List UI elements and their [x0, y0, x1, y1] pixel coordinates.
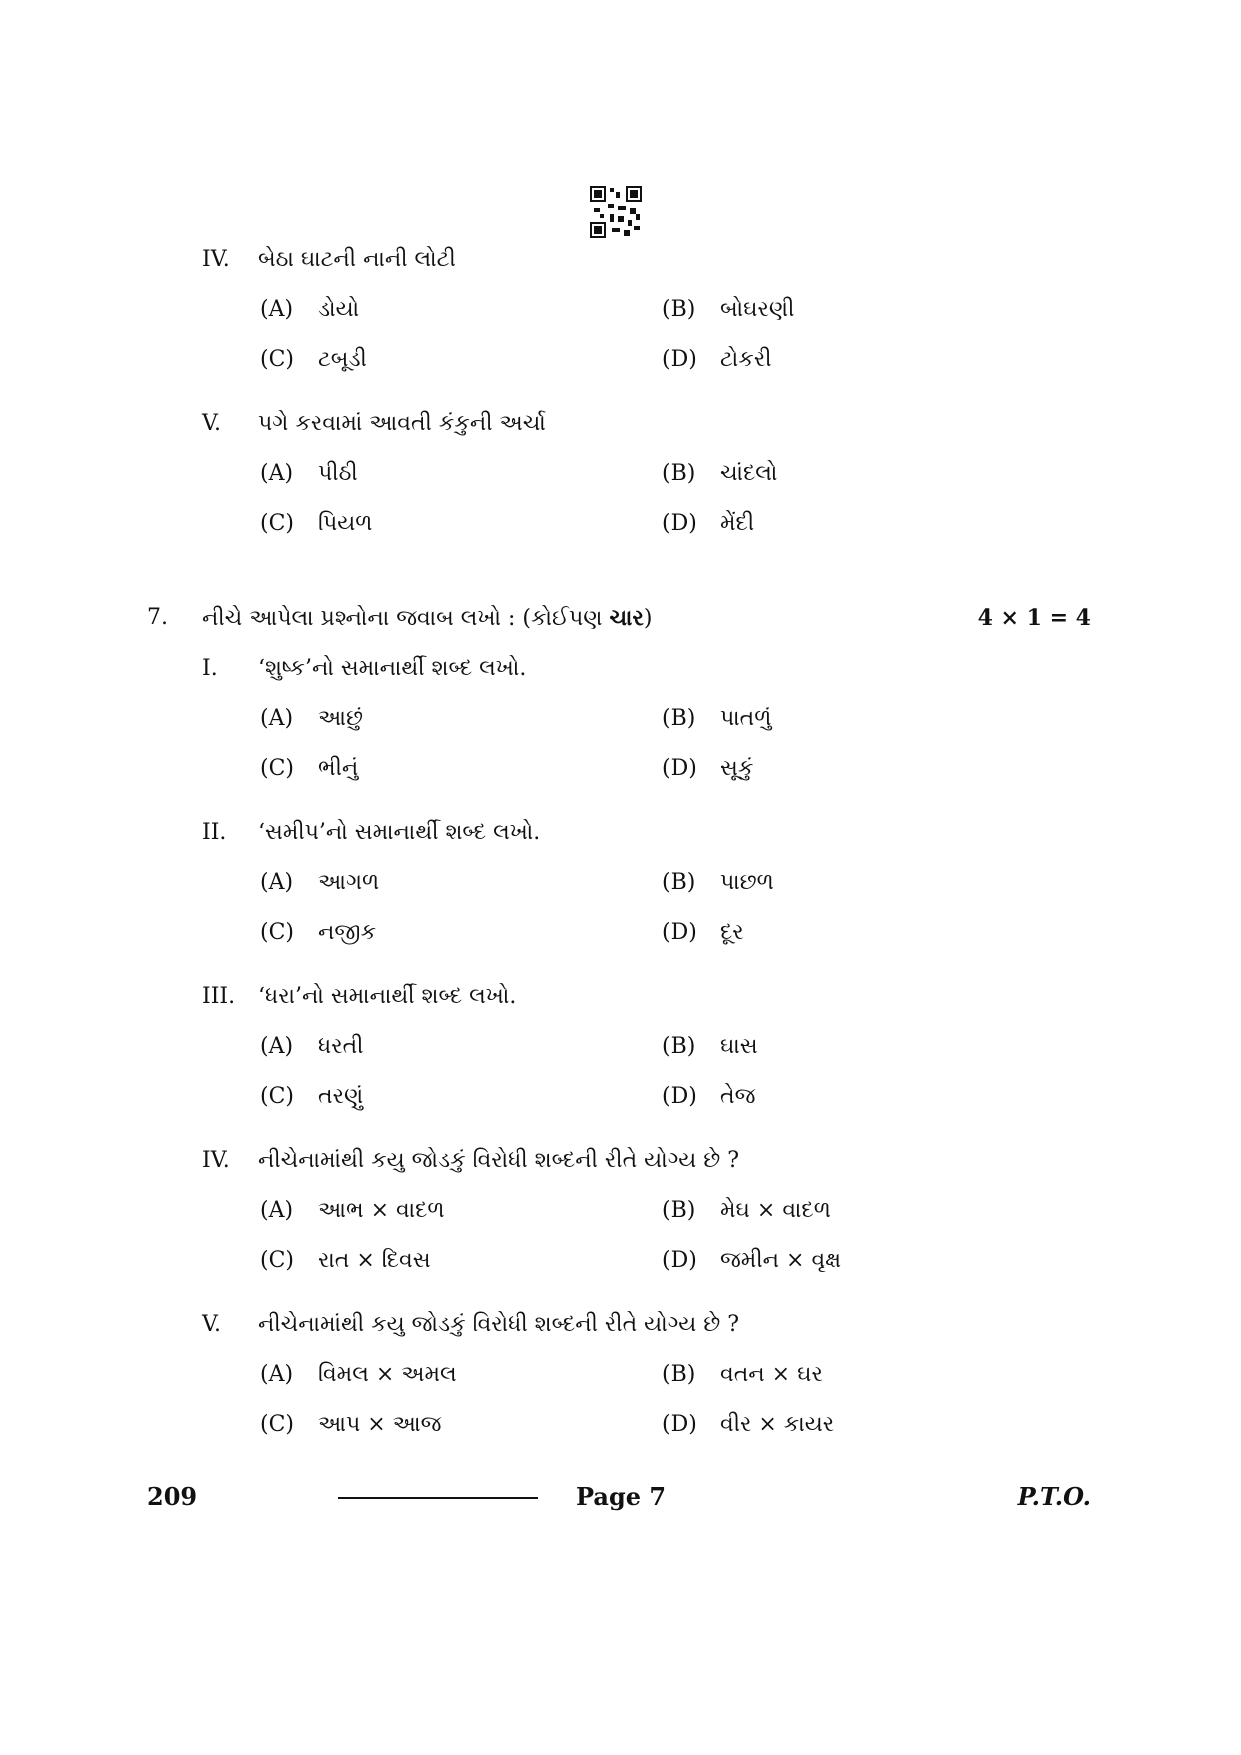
- option-text: આગળ: [318, 870, 380, 895]
- option-label: (C): [260, 756, 294, 781]
- q7-instruction: [202, 605, 652, 632]
- option-text: તરણું: [318, 1084, 364, 1109]
- paper-code: 209: [147, 1482, 198, 1511]
- q7-part-iv-roman: IV.: [202, 1148, 230, 1173]
- q7-part-iv-question: નીચેનામાંથી કયુ જોડકું વિરોધી શબ્દની રીતે યોગ્ય છે ?: [258, 1148, 740, 1173]
- q6-part-v-question: પગે કરવામાં આવતી કંકુની અર્ચા: [258, 411, 546, 436]
- option-label: (D): [662, 511, 697, 536]
- option-text: દૂર: [720, 920, 744, 945]
- option-text: રાત × દિવસ: [318, 1248, 431, 1273]
- option-label: (B): [662, 870, 696, 895]
- option-text: મેંદી: [720, 511, 755, 536]
- option-label: (B): [662, 706, 696, 731]
- option-text: મેઘ × વાદળ: [720, 1198, 831, 1223]
- option-label: (B): [662, 1198, 696, 1223]
- option-label: (D): [662, 920, 697, 945]
- option-label: (A): [260, 1198, 294, 1223]
- option-label: (B): [662, 1362, 696, 1387]
- option-text: સૂકું: [720, 756, 754, 781]
- q7-marks: 4 × 1 = 4: [977, 605, 1091, 631]
- q7-instruction-suffix: ): [643, 606, 653, 631]
- option-text: જમીન × વૃક્ષ: [720, 1248, 842, 1273]
- option-text: ધરતી: [318, 1034, 364, 1059]
- option-text: વિમલ × અમલ: [318, 1362, 457, 1387]
- option-text: પાછળ: [720, 870, 774, 895]
- option-label: (C): [260, 347, 294, 372]
- option-text: ચાંદલો: [720, 461, 778, 486]
- option-label: (D): [662, 1084, 697, 1109]
- q7-instruction-prefix: નીચે આપેલા પ્રશ્નોના જવાબ લખો : (કોઈપણ: [202, 606, 610, 631]
- q7-part-iii-roman: III.: [202, 984, 236, 1009]
- option-text: ઘાસ: [720, 1034, 758, 1059]
- q7-instruction-bold: ચાર: [609, 605, 644, 631]
- option-label: (A): [260, 706, 294, 731]
- option-label: (B): [662, 297, 696, 322]
- option-label: (C): [260, 1412, 294, 1437]
- question-number: 7.: [147, 605, 168, 630]
- q6-part-v-roman: V.: [202, 411, 222, 436]
- option-text: ડોયો: [318, 297, 360, 322]
- option-label: (B): [662, 1034, 696, 1059]
- footer-rule: [338, 1497, 538, 1499]
- pto-label: P.T.O.: [1017, 1482, 1091, 1511]
- option-label: (A): [260, 1034, 294, 1059]
- option-label: (A): [260, 297, 294, 322]
- option-text: પાતળું: [720, 706, 772, 731]
- option-text: ભીનું: [318, 756, 359, 781]
- q6-part-iv-roman: IV.: [202, 247, 230, 272]
- option-label: (C): [260, 920, 294, 945]
- q7-part-v-roman: V.: [202, 1312, 222, 1337]
- q7-part-i-question: ‘શુષ્ક’નો સમાનાર્થી શબ્દ લખો.: [258, 656, 527, 681]
- option-label: (D): [662, 1248, 697, 1273]
- option-text: નજીક: [318, 920, 377, 945]
- option-text: તેજ: [720, 1084, 756, 1109]
- option-label: (D): [662, 347, 697, 372]
- q7-part-i-roman: I.: [202, 656, 218, 681]
- option-text: આછું: [318, 706, 363, 731]
- option-label: (A): [260, 1362, 294, 1387]
- q7-part-ii-question: ‘સમીપ’નો સમાનાર્થી શબ્દ લખો.: [258, 820, 541, 845]
- qr-code-image: [590, 186, 642, 238]
- q7-part-v-question: નીચેનામાંથી કયુ જોડકું વિરોધી શબ્દની રીતે યોગ્ય છે ?: [258, 1312, 740, 1337]
- option-label: (A): [260, 870, 294, 895]
- option-text: પીઠી: [318, 461, 358, 486]
- option-text: પિયળ: [318, 511, 373, 536]
- option-text: વતન × ઘર: [720, 1362, 823, 1387]
- q7-part-iii-question: ‘ધરા’નો સમાનાર્થી શબ્દ લખો.: [258, 984, 517, 1009]
- page-number: Page 7: [576, 1482, 667, 1511]
- option-text: ટોકરી: [720, 347, 772, 372]
- q6-part-iv-question: બેઠા ઘાટની નાની લોટી: [258, 247, 456, 272]
- option-label: (D): [662, 756, 697, 781]
- option-text: આપ × આજ: [318, 1412, 442, 1437]
- q7-part-ii-roman: II.: [202, 820, 227, 845]
- option-text: આભ × વાદળ: [318, 1198, 445, 1223]
- option-label: (D): [662, 1412, 697, 1437]
- option-text: બોઘરણી: [720, 297, 795, 322]
- option-label: (C): [260, 1084, 294, 1109]
- option-label: (A): [260, 461, 294, 486]
- option-text: વીર × કાયર: [720, 1412, 835, 1437]
- option-label: (B): [662, 461, 696, 486]
- option-label: (C): [260, 511, 294, 536]
- option-label: (C): [260, 1248, 294, 1273]
- option-text: ટબૂડી: [318, 347, 367, 372]
